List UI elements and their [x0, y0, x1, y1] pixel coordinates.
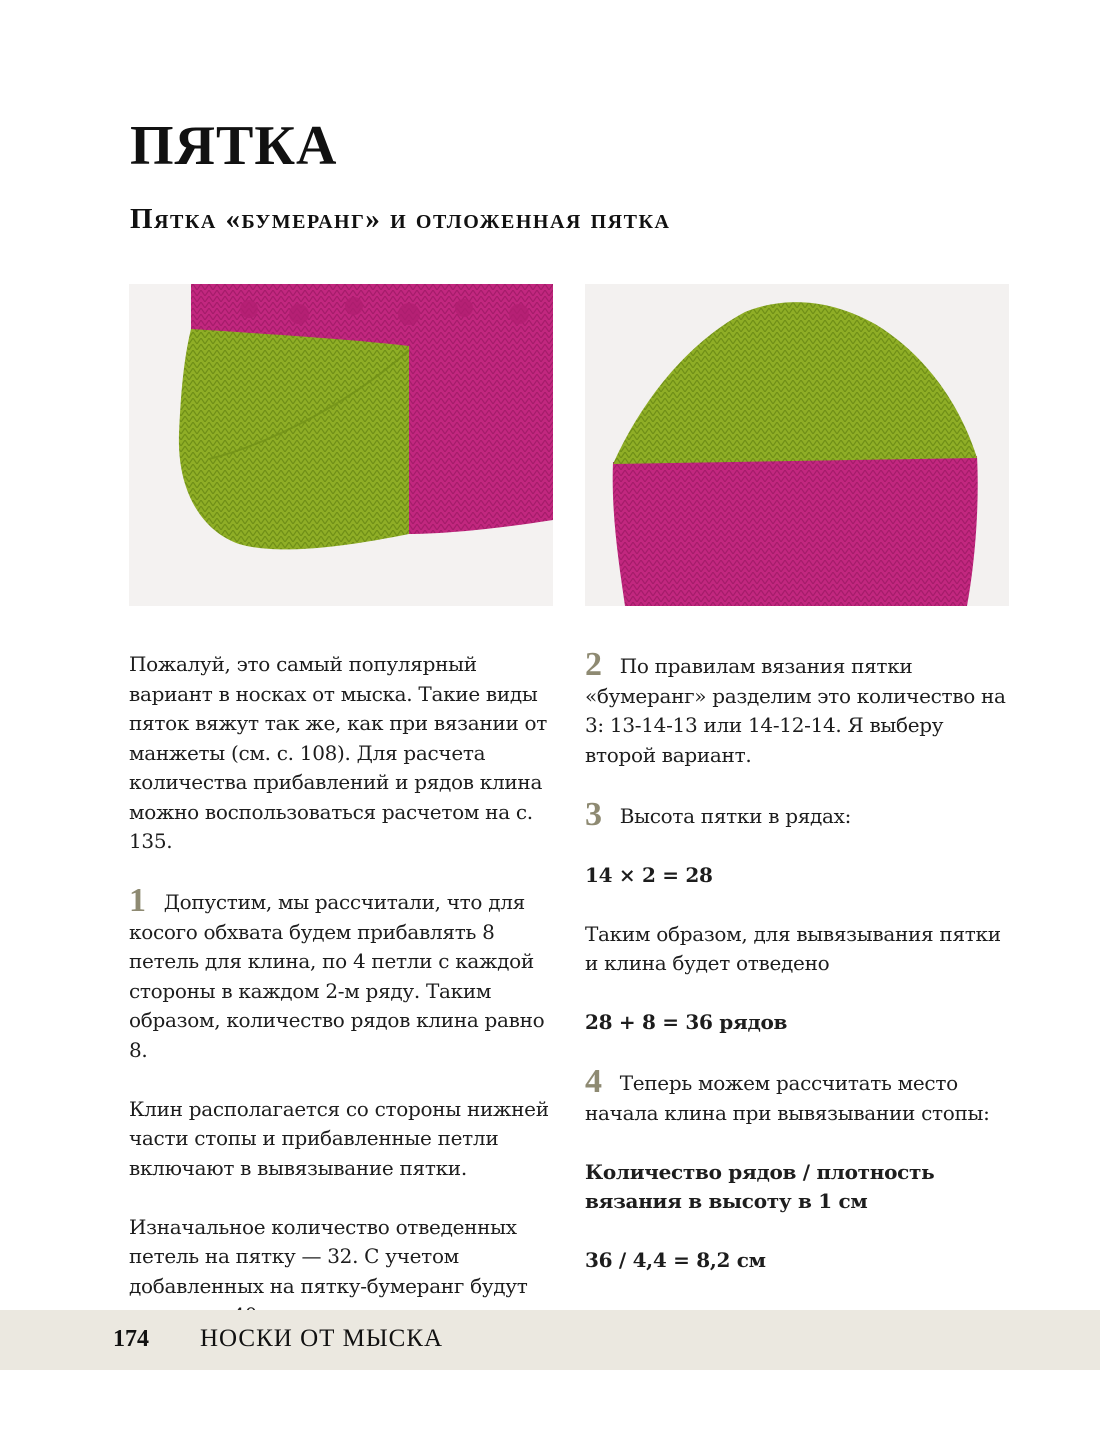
step-2 — [585, 646, 1010, 770]
formula: Количество рядов / плотность вязания в высоту в 1 см — [585, 1159, 935, 1213]
section-subtitle: Пятка «бумеранг» и отложенная пятка — [130, 203, 671, 235]
step-text: Теперь можем рассчитать место начала клина при вывязывании стопы: — [585, 1071, 990, 1125]
paragraph: Клин располагается со стороны нижней части стопы и прибавленные петли включают в вывязывание пятки. — [129, 1096, 549, 1180]
afterthought-heel-photo — [585, 284, 1009, 606]
step-text: По правилам вязания пятки «бумеранг» разделим это количество на 3: 13-14-13 или 14-12-14. Я выберу второй вариант. — [585, 654, 1006, 767]
formula: 14 × 2 = 28 — [585, 862, 713, 887]
intro-paragraph: Пожалуй, это самый популярный вариант в носках от мыска. Такие виды пяток вяжут так же, как при вязании от манжеты (см. с. 108). Для расчета количества прибавлений и рядов клина можно воспользоваться расчетом на с. 135. — [129, 652, 548, 853]
formula: 36 / 4,4 = 8,2 см — [585, 1248, 766, 1272]
step-4 — [585, 1063, 1010, 1128]
boomerang-heel-photo — [129, 284, 553, 606]
page-number: 174 — [113, 1326, 149, 1352]
step-number: 2 — [585, 646, 602, 683]
page-title: ПЯТКА — [130, 115, 338, 177]
step-number: 3 — [585, 795, 602, 833]
step-number: 1 — [129, 882, 146, 919]
right-text-column — [585, 646, 1010, 1305]
step-3 — [585, 795, 1010, 833]
step-1 — [129, 882, 554, 1065]
running-footer-section: НОСКИ ОТ МЫСКА — [200, 1325, 444, 1352]
paragraph: Таким образом, для вывязывания пятки и клина будет отведено — [585, 921, 1001, 975]
formula: 28 + 8 = 36 рядов — [585, 1010, 788, 1034]
paragraph: Изначальное количество отведенных петель на пятку — 32. С учетом добавленных на пятку-бумеранг будут — [129, 1214, 528, 1298]
step-text: Высота пятки в рядах: — [619, 803, 852, 828]
left-text-column — [129, 650, 554, 1360]
step-text: Допустим, мы рассчитали, что для косого обхвата будем прибавлять 8 петель для клина, по 4 петли с каждой стороны в каждом 2-м ряду. Таким образом, количество рядов клина равно 8. — [129, 890, 545, 1062]
step-number: 4 — [585, 1063, 602, 1100]
footer-band — [0, 1310, 1100, 1370]
